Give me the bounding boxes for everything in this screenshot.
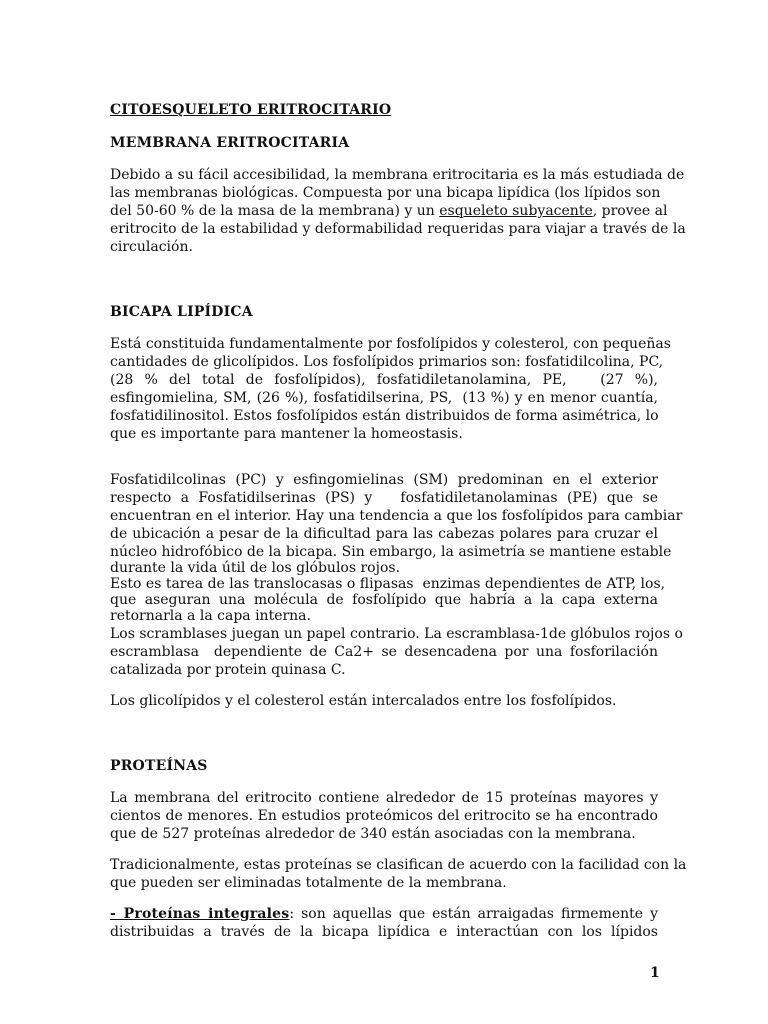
heading-membrana: MEMBRANA ERITROCITARIA <box>110 135 350 151</box>
esqueleto-subyacente-link[interactable]: esqueleto subyacente <box>439 203 593 219</box>
membrana-line-3 <box>110 202 668 220</box>
membrana-line-5: circulación. <box>110 239 193 255</box>
proteinas-p1-line: La membrana del eritrocito contiene alrededor de 15 proteínas mayores y <box>110 790 658 806</box>
membrana-line-3-start: del 50-60 % de la masa de la membrana) y un <box>110 203 440 219</box>
bicapa-p3-line: Los glicolípidos y el colesterol están intercalados entre los fosfolípidos. <box>110 693 617 709</box>
heading-proteinas: PROTEÍNAS <box>110 758 208 774</box>
bicapa-p2-line: núcleo hidrofóbico de la bicapa. Sin embargo, la asimetría se mantiene estable <box>110 544 672 560</box>
bicapa-p1-line: Está constituida fundamentalmente por fosfolípidos y colesterol, con pequeñas <box>110 336 671 352</box>
page-number: 1 <box>650 965 660 981</box>
proteinas-p1-line: que de 527 proteínas alrededor de 340 están asociadas con la membrana. <box>110 826 636 842</box>
bicapa-p2-line: Los scramblases juegan un papel contrario. La escramblasa-1de glóbulos rojos o <box>110 626 683 642</box>
membrana-line-2: las membranas biológicas. Compuesta por una bicapa lipídica (los lípidos son <box>110 185 661 201</box>
bicapa-p2-line: que aseguran una molécula de fosfolípido que habría a la capa externa <box>110 592 658 608</box>
bicapa-p2-line: Fosfatidilcolinas (PC) y esfingomielinas (SM) predominan en el exterior <box>110 472 658 488</box>
bicapa-p2-line: retornarla a la capa interna. <box>110 608 311 624</box>
membrana-line-1: Debido a su fácil accesibilidad, la membrana eritrocitaria es la más estudiada de <box>110 167 685 183</box>
bicapa-p2-line: escramblasa dependiente de Ca2+ se desencadena por una fosforilación <box>110 644 658 660</box>
proteinas-integrales-term: - Proteínas integrales <box>110 906 290 922</box>
proteinas-integrales-line-1 <box>110 905 658 923</box>
bicapa-p2-line: encuentran en el interior. Hay una tendencia a que los fosfolípidos para cambiar <box>110 508 683 524</box>
proteinas-integrales-definition: : son aquellas que están arraigadas firmemente y <box>289 906 658 922</box>
bicapa-p2-line: durante la vida útil de los glóbulos rojos. <box>110 560 401 576</box>
proteinas-p2-line: Tradicionalmente, estas proteínas se clasifican de acuerdo con la facilidad con la <box>110 857 687 873</box>
proteinas-integrales-line-2: distribuidas a través de la bicapa lipídica e interactúan con los lípidos <box>110 924 658 940</box>
bicapa-p2-line: de ubicación a pesar de la dificultad para las cabezas polares para cruzar el <box>110 526 658 542</box>
bicapa-p2-line: Esto es tarea de las translocasas o flipasas enzimas dependientes de ATP, los, <box>110 576 666 592</box>
document-title: CITOESQUELETO ERITROCITARIO <box>110 102 392 118</box>
bicapa-p2-line: respecto a Fosfatidilserinas (PS) y fosfatidiletanolaminas (PE) que se <box>110 490 658 506</box>
bicapa-p1-line: que es importante para mantener la homeostasis. <box>110 426 463 442</box>
membrana-line-4: eritrocito de la estabilidad y deformabilidad requeridas para viajar a través de la <box>110 221 686 237</box>
bicapa-p2-line: catalizada por protein quinasa C. <box>110 662 346 678</box>
membrana-line-3-end: , provee al <box>592 203 668 219</box>
bicapa-p1-line: fosfatidilinositol. Estos fosfolípidos están distribuidos de forma asimétrica, lo <box>110 408 659 424</box>
bicapa-p1-line: cantidades de glicolípidos. Los fosfolípidos primarios son: fosfatidilcolina, PC, <box>110 354 664 370</box>
proteinas-p2-line: que pueden ser eliminadas totalmente de la membrana. <box>110 875 507 891</box>
bicapa-p1-line: esfingomielina, SM, (26 %), fosfatidilserina, PS, (13 %) y en menor cuantía, <box>110 390 658 406</box>
bicapa-p1-line: (28 % del total de fosfolípidos), fosfatidiletanolamina, PE, (27 %), <box>110 372 658 388</box>
proteinas-p1-line: cientos de menores. En estudios proteómicos del eritrocito se ha encontrado <box>110 808 658 824</box>
heading-bicapa: BICAPA LIPÍDICA <box>110 304 253 320</box>
